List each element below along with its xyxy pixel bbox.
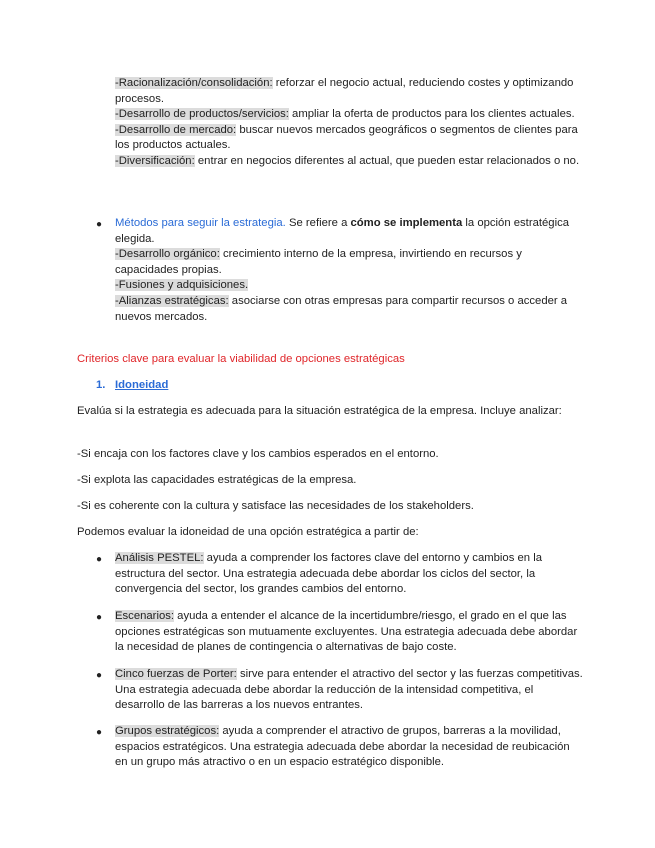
check-line: -Si encaja con los factores clave y los cambios esperados en el entorno.: [77, 448, 439, 460]
bullet-icon: ●: [96, 612, 103, 623]
bullet-icon: ●: [96, 554, 103, 565]
podemos-paragraph: Podemos evaluar la idoneidad de una opción estratégica a partir de:: [77, 526, 419, 538]
top-list: [115, 76, 585, 170]
bullet-icon: ●: [96, 670, 103, 681]
list-item: -Desarrollo de productos/servicios: ampliar la oferta de productos para los clientes actuales.: [115, 108, 575, 121]
intro-paragraph: Evalúa si la estrategia es adecuada para la situación estratégica de la empresa. Incluye analizar:: [77, 405, 562, 417]
tool-item: Análisis PESTEL: ayuda a comprender los factores clave del entorno y cambios en la estructura del sector. Una estrategia adecuada debe abordar los ciclos del sector, la convergencia del sector, los grandes cambios del entorno.: [115, 552, 542, 596]
list-item: -Desarrollo de mercado: buscar nuevos mercados geográficos o segmentos de clientes para los productos actuales.: [115, 123, 578, 152]
metodos-intro: Métodos para seguir la estrategia. Se refiere a cómo se implementa la opción estratégica elegida.: [115, 217, 570, 245]
check-line: -Si explota las capacidades estratégicas de la empresa.: [77, 474, 357, 486]
list-item: -Desarrollo orgánico: crecimiento interno de la empresa, invirtiendo en recursos y capacidades propias.: [115, 248, 522, 276]
tool-item: Escenarios: ayuda a entender el alcance de la incertidumbre/riesgo, el grado en el que las opciones estratégicas son mutuamente excluyentes. Una estrategia adecuada debe abordar la necesidad de planes de contingencia o alternativas de bajo coste.: [115, 610, 578, 654]
metodos-block: [115, 216, 585, 325]
section-number: 1.: [96, 379, 106, 391]
list-item: -Alianzas estratégicas: asociarse con otras empresas para compartir recursos o acceder a nuevos mercados.: [115, 294, 568, 323]
tool-item: Grupos estratégicos: ayuda a comprender el atractivo de grupos, barreras a la movilidad, espacios estratégicos. Una estrategia adecuada debe abordar la necesidad de reubicación en un grupo más atractivo o en un espacio estratégico disponible.: [115, 725, 570, 769]
check-line: -Si es coherente con la cultura y satisface las necesidades de los stakeholders.: [77, 500, 474, 512]
tool-item: Cinco fuerzas de Porter: sirve para entender el atractivo del sector y las fuerzas competitivas. Una estrategia adecuada debe abordar la reducción de la intensidad competitiva, el desarrollo de las barreras a los nuevos entrantes.: [115, 668, 583, 712]
list-item: -Diversificación: entrar en negocios diferentes al actual, que pueden estar relacionados o no.: [115, 154, 580, 167]
list-item: -Fusiones y adquisiciones.: [115, 279, 249, 292]
bullet-icon: ●: [96, 727, 103, 738]
section-title-link[interactable]: Idoneidad: [115, 379, 169, 391]
section-heading: Criterios clave para evaluar la viabilidad de opciones estratégicas: [77, 353, 405, 365]
list-item: -Racionalización/consolidación: reforzar el negocio actual, reduciendo costes y optimizando procesos.: [115, 77, 574, 105]
bullet-icon: ●: [96, 219, 103, 230]
